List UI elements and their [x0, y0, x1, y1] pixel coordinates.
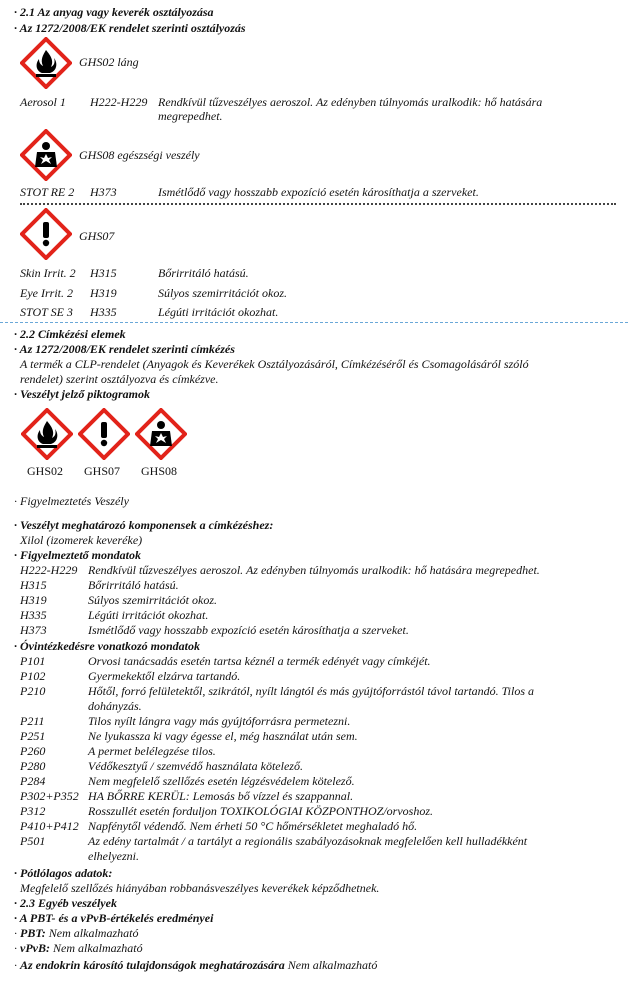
exclamation-mark-icon [20, 208, 72, 260]
skin-irrit-code: H315 [90, 266, 117, 280]
stot-se-text: Légúti irritációt okozhat. [158, 305, 279, 319]
aerosol-category: Aerosol 1 [20, 95, 66, 109]
hazard-text: Légúti irritációt okozhat. [88, 608, 209, 622]
hazard-text: Ismétlődő vagy hosszabb expozíció esetén károsíthatja a szerveket. [88, 623, 409, 637]
classification-subheading: · Az 1272/2008/EK rendelet szerinti osztályozás [14, 21, 246, 36]
section-2-3-heading: · 2.3 Egyéb veszélyek [14, 896, 117, 911]
precaution-text: Orvosi tanácsadás esetén tartsa kéznél a termék edényét vagy címkéjét. [88, 654, 431, 668]
hazard-code: H222-H229 [20, 563, 78, 577]
pictograms-heading: · Veszélyt jelző piktogramok [14, 387, 150, 402]
precaution-text: Hőtől, forró felületektől, szikrától, nyílt lángtól és más gyújtóforrástól távol tartandó. Tilos a [88, 684, 535, 698]
eye-irrit-category: Eye Irrit. 2 [20, 286, 73, 300]
additional-info-heading: · Pótlólagos adatok: [14, 866, 112, 881]
stot-re-text: Ismétlődő vagy hosszabb expozíció esetén károsíthatja a szerveket. [158, 185, 479, 199]
vpvb-line [14, 941, 143, 956]
pictogram-caption-ghs02: GHS02 [27, 464, 64, 478]
precaution-code: P211 [20, 714, 45, 728]
hazard-statements-heading: · Figyelmeztető mondatok [14, 548, 141, 563]
components-heading: · Veszélyt meghatározó komponensek a címkézéshez: [14, 518, 273, 533]
ghs07-label: GHS07 [79, 229, 115, 243]
skin-irrit-category: Skin Irrit. 2 [20, 266, 76, 280]
precaution-text: A permet belélegzése tilos. [88, 744, 216, 758]
stot-re-category: STOT RE 2 [20, 185, 75, 199]
endocrine-label: Az endokrin károsító tulajdonságok meghatározására [20, 958, 285, 972]
precaution-text: Rosszullét esetén forduljon TOXIKOLÓGIAI KÖZPONTHOZ/orvoshoz. [88, 804, 434, 818]
precaution-code: P410+P412 [20, 819, 79, 833]
vpvb-value: Nem alkalmazható [52, 941, 143, 955]
hazard-code: H373 [20, 623, 47, 637]
pictogram-caption-ghs08: GHS08 [141, 464, 178, 478]
precaution-text: Gyermekektől elzárva tartandó. [88, 669, 241, 683]
precaution-code: P102 [20, 669, 46, 683]
stot-se-category: STOT SE 3 [20, 305, 73, 319]
labelling-subheading: · Az 1272/2008/EK rendelet szerinti címkézés [14, 342, 235, 357]
pictogram-caption-ghs07: GHS07 [84, 464, 121, 478]
precaution-text: Napfénytől védendő. Nem érheti 50 °C hőmérsékletet meghaladó hő. [88, 819, 418, 833]
exclamation-mark-icon [78, 408, 130, 460]
additional-info-value: Megfelelő szellőzés hiányában robbanásveszélyes keverékek képződhetnek. [20, 881, 380, 895]
precaution-code: P251 [20, 729, 46, 743]
dotted-divider [20, 203, 616, 205]
eye-irrit-text: Súlyos szemirritációt okoz. [158, 286, 287, 300]
precaution-text: Az edény tartalmát / a tartályt a regionális szabályozásoknak megfelelően kell hulladékként [88, 834, 528, 848]
components-value: Xilol (izomerek keveréke) [20, 533, 143, 547]
signal-word-value: Veszély [94, 494, 129, 508]
vpvb-label: vPvB: [20, 941, 50, 955]
hazard-code: H335 [20, 608, 47, 622]
hazard-code: H319 [20, 593, 47, 607]
eye-irrit-code: H319 [90, 286, 117, 300]
precaution-text: HA BŐRRE KERÜL: Lemosás bő vízzel és szappannal. [88, 789, 354, 803]
precaution-text: Nem megfelelő szellőzés esetén légzésvédelem kötelező. [88, 774, 355, 788]
labelling-intro-cont: rendelet) szerint osztályozva és címkézve. [20, 372, 219, 386]
health-hazard-icon [135, 408, 187, 460]
hazard-text: Súlyos szemirritációt okoz. [88, 593, 217, 607]
skin-irrit-text: Bőrirritáló hatású. [158, 266, 249, 280]
precaution-code: P210 [20, 684, 46, 698]
aerosol-text: Rendkívül tűzveszélyes aeroszol. Az edényben túlnyomás uralkodik: hő hatására [158, 95, 543, 109]
precaution-text: Tilos nyílt lángra vagy más gyújtóforrásra permetezni. [88, 714, 351, 728]
section-2-2-heading: · 2.2 Címkézési elemek [14, 327, 126, 342]
precautionary-heading: · Óvintézkedésre vonatkozó mondatok [14, 639, 200, 654]
labelling-intro: A termék a CLP-rendelet (Anyagok és Keverékek Osztályozásáról, Címkézéséről és Csomagolásáról szóló [20, 357, 529, 371]
hazard-text: Rendkívül tűzveszélyes aeroszol. Az edényben túlnyomás uralkodik: hő hatására megrepedhet. [88, 563, 540, 577]
pbt-assessment-heading: · A PBT- és a vPvB-értékelés eredményei [14, 911, 213, 926]
ghs02-label: GHS02 láng [79, 55, 139, 69]
precaution-text-cont: dohányzás. [88, 699, 142, 713]
precaution-code: P312 [20, 804, 46, 818]
precaution-code: P101 [20, 654, 46, 668]
precaution-code: P260 [20, 744, 46, 758]
signal-word [14, 494, 129, 509]
section-2-1-heading: · 2.1 Az anyag vagy keverék osztályozása [14, 5, 214, 20]
aerosol-code: H222-H229 [90, 95, 148, 109]
precaution-text: Védőkesztyű / szemvédő használata kötelező. [88, 759, 303, 773]
aerosol-text-cont: megrepedhet. [158, 109, 223, 123]
flame-icon [20, 37, 72, 89]
pbt-value: Nem alkalmazható [48, 926, 139, 940]
ghs08-label: GHS08 egészségi veszély [79, 148, 200, 162]
pbt-line [14, 926, 138, 941]
stot-se-code: H335 [90, 305, 117, 319]
health-hazard-icon [20, 129, 72, 181]
signal-word-label: Figyelmeztetés [20, 494, 92, 508]
precaution-text-cont: elhelyezni. [88, 849, 139, 863]
precaution-code: P302+P352 [20, 789, 79, 803]
endocrine-value: Nem alkalmazható [287, 958, 378, 972]
precaution-code: P280 [20, 759, 46, 773]
hazard-text: Bőrirritáló hatású. [88, 578, 179, 592]
precaution-text: Ne lyukassza ki vagy égesse el, még használat után sem. [88, 729, 358, 743]
hazard-code: H315 [20, 578, 47, 592]
endocrine-line [14, 958, 377, 973]
section-divider [0, 322, 628, 323]
stot-re-code: H373 [90, 185, 117, 199]
pbt-label: PBT: [20, 926, 46, 940]
precaution-code: P501 [20, 834, 46, 848]
precaution-code: P284 [20, 774, 46, 788]
flame-icon [21, 408, 73, 460]
